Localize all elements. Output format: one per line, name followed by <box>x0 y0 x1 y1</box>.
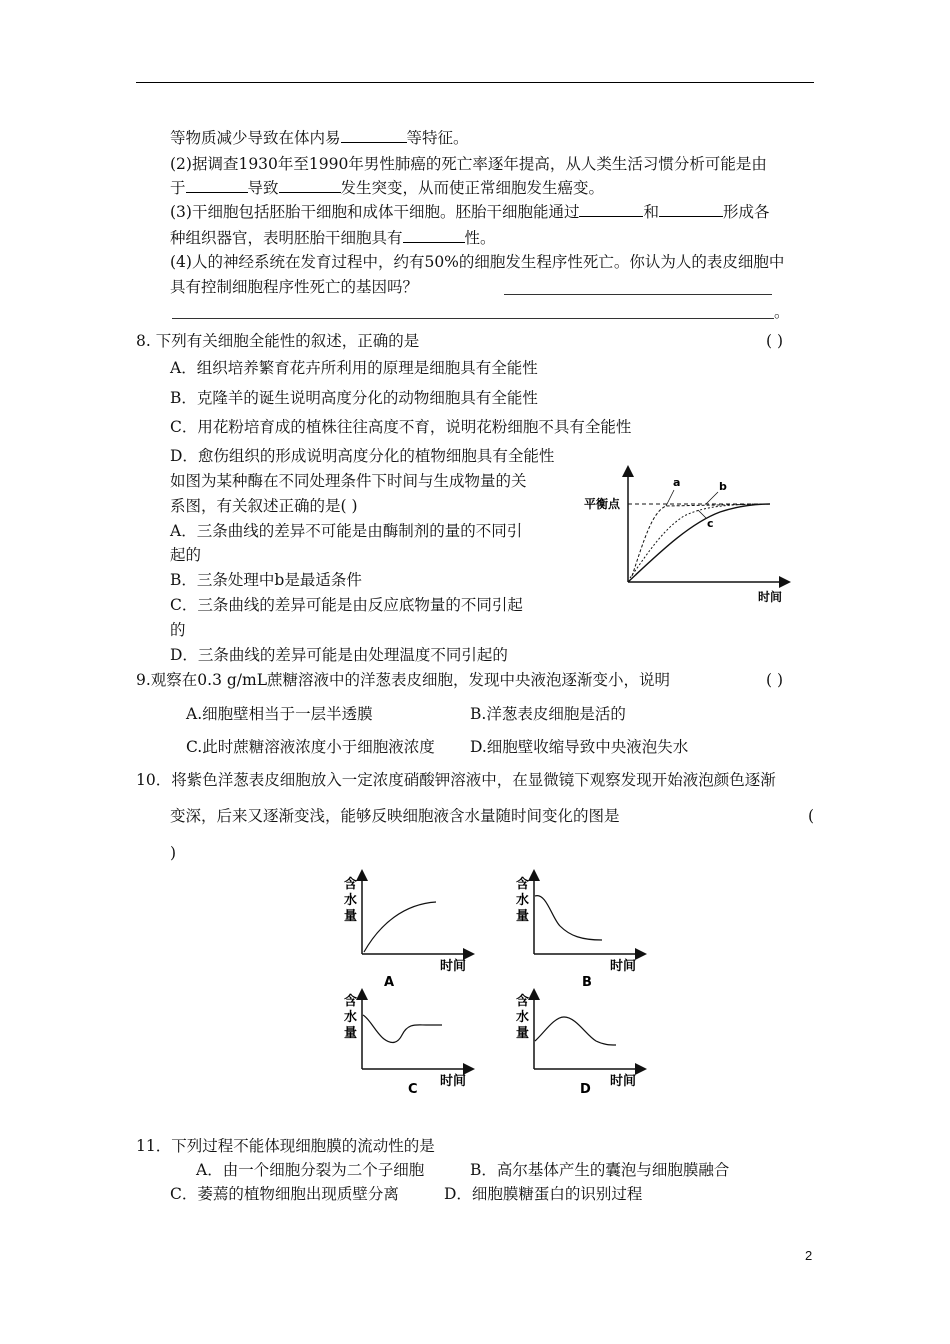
graph-b <box>508 868 658 993</box>
graph-a-curve <box>364 902 436 952</box>
enzyme-stem-1: 如图为某种酶在不同处理条件下时间与生成物量的关 <box>170 472 527 490</box>
curve-c-label: c <box>707 517 714 530</box>
graph-a <box>336 868 486 993</box>
q11-option-a: A．由一个细胞分裂为二个子细胞 <box>196 1161 425 1179</box>
curve-b-label: b <box>719 480 727 493</box>
graph-b-xlabel: 时间 <box>610 959 637 974</box>
q9-option-c: C.此时蔗糖溶液浓度小于细胞液浓度 <box>186 738 435 756</box>
graph-c-label: C <box>408 1082 418 1097</box>
header-rule <box>136 82 814 83</box>
q8-answer-paren: ( ) <box>766 332 784 350</box>
graph-a-label: A <box>384 975 395 990</box>
graph-a-ylabel-3: 量 <box>344 909 358 924</box>
q11-option-b: B．高尔基体产生的囊泡与细胞膜融合 <box>470 1161 730 1179</box>
q11-option-d: D．细胞膜糖蛋白的识别过程 <box>444 1185 643 1203</box>
balance-label: 平衡点 <box>584 497 621 511</box>
graph-d <box>508 985 658 1097</box>
graph-a-xlabel: 时间 <box>440 959 467 974</box>
graph-d-ylabel-2: 水 <box>516 1010 530 1025</box>
graph-b-label: B <box>582 975 592 990</box>
graph-d-ylabel-3: 量 <box>516 1026 530 1041</box>
enzyme-option-d: D．三条曲线的差异可能是由处理温度不同引起的 <box>170 646 508 664</box>
curve-c <box>628 504 770 582</box>
graph-a-ylabel-2: 水 <box>344 893 358 908</box>
graph-a-ylabel-1: 含 <box>344 877 358 892</box>
page-number: 2 <box>805 1248 813 1263</box>
q9-option-b: B.洋葱表皮细胞是活的 <box>470 705 626 723</box>
enzyme-option-a-1: A．三条曲线的差异不可能是由酶制剂的量的不同引 <box>170 522 523 540</box>
enzyme-option-c-2: 的 <box>170 621 186 639</box>
enzyme-option-b: B．三条处理中b是最适条件 <box>170 571 362 589</box>
q8-option-b: B．克隆羊的诞生说明高度分化的动物细胞具有全能性 <box>170 389 538 407</box>
q9-option-a: A.细胞壁相当于一层半透膜 <box>186 705 373 723</box>
enzyme-figure <box>570 460 800 610</box>
graph-b-ylabel-2: 水 <box>516 893 530 908</box>
prev-q3-line-1: (3)干细胞包括胚胎干细胞和成体干细胞。胚胎干细胞能通过 和 形成各 <box>170 203 770 221</box>
graph-d-label: D <box>580 1082 591 1097</box>
q11-stem: 11．下列过程不能体现细胞膜的流动性的是 <box>136 1137 435 1155</box>
answer-line-2 <box>172 318 774 319</box>
enzyme-x-label: 时间 <box>758 590 783 604</box>
q8-option-c: C．用花粉培育成的植株往往高度不育，说明花粉细胞不具有全能性 <box>170 418 632 436</box>
enzyme-option-c-1: C．三条曲线的差异可能是由反应底物量的不同引起 <box>170 596 523 614</box>
graph-b-curve <box>535 896 602 940</box>
graph-c-curve <box>363 1015 442 1042</box>
q9-answer-paren: ( ) <box>766 671 784 689</box>
graph-c-xlabel: 时间 <box>440 1074 467 1089</box>
graph-b-ylabel-3: 量 <box>516 909 530 924</box>
pointer-c <box>698 510 706 518</box>
graph-c <box>336 985 486 1097</box>
enzyme-option-a-2: 起的 <box>170 546 202 564</box>
graph-d-xlabel: 时间 <box>610 1074 637 1089</box>
q10-stem-1: 10．将紫色洋葱表皮细胞放入一定浓度硝酸钾溶液中，在显微镜下观察发现开始液泡颜色逐渐 <box>136 771 776 789</box>
q8-option-a: A．组织培养繁育花卉所利用的原理是细胞具有全能性 <box>170 359 538 377</box>
graph-b-ylabel-1: 含 <box>516 877 530 892</box>
q9-stem: 9.观察在0.3 g/mL蔗糖溶液中的洋葱表皮细胞，发现中央液泡逐渐变小，说明 <box>136 671 671 689</box>
graph-c-ylabel-3: 量 <box>344 1026 358 1041</box>
graph-d-ylabel-1: 含 <box>516 994 530 1009</box>
prev-q4-line-1: (4)人的神经系统在发育过程中，约有50%的细胞发生程序性死亡。你认为人的表皮细胞中 <box>170 253 785 271</box>
q10-stem-2: 变深，后来又逐渐变浅，能够反映细胞液含水量随时间变化的图是 <box>170 807 620 825</box>
graph-c-ylabel-1: 含 <box>344 994 358 1009</box>
prev-q3-line-2: 种组织器官，表明胚胎干细胞具有 性。 <box>170 229 496 247</box>
q10-paren-open: ( <box>808 807 815 825</box>
graph-d-curve <box>535 1017 616 1045</box>
curve-b <box>630 504 770 578</box>
curve-a-label: a <box>673 476 681 489</box>
q9-option-d: D.细胞壁收缩导致中央液泡失水 <box>470 738 689 756</box>
curve-a <box>632 504 770 576</box>
q8-option-d: D．愈伤组织的形成说明高度分化的植物细胞具有全能性 <box>170 447 555 465</box>
prev-q4-line-2: 具有控制细胞程序性死亡的基因吗？ <box>170 278 419 296</box>
answer-line-1 <box>504 294 772 295</box>
pointer-b <box>706 492 718 504</box>
q8-stem: 8. 下列有关细胞全能性的叙述，正确的是 <box>136 332 420 350</box>
prev-q2-line-1: (2)据调查1930年至1990年男性肺癌的死亡率逐年提高，从人类生活习惯分析可能是由 <box>170 155 767 173</box>
prev-q2-line-2: 于 导致 发生突变，从而使正常细胞发生癌变。 <box>170 179 605 197</box>
q10-paren-close: ) <box>170 844 177 862</box>
answer-end-mark: 。 <box>774 303 790 321</box>
q11-option-c: C．萎蔫的植物细胞出现质壁分离 <box>170 1185 399 1203</box>
enzyme-stem-2: 系图，有关叙述正确的是( ) <box>170 497 358 515</box>
prev-line-1: 等物质减少导致在体内易 等特征。 <box>170 129 469 147</box>
graph-c-ylabel-2: 水 <box>344 1010 358 1025</box>
